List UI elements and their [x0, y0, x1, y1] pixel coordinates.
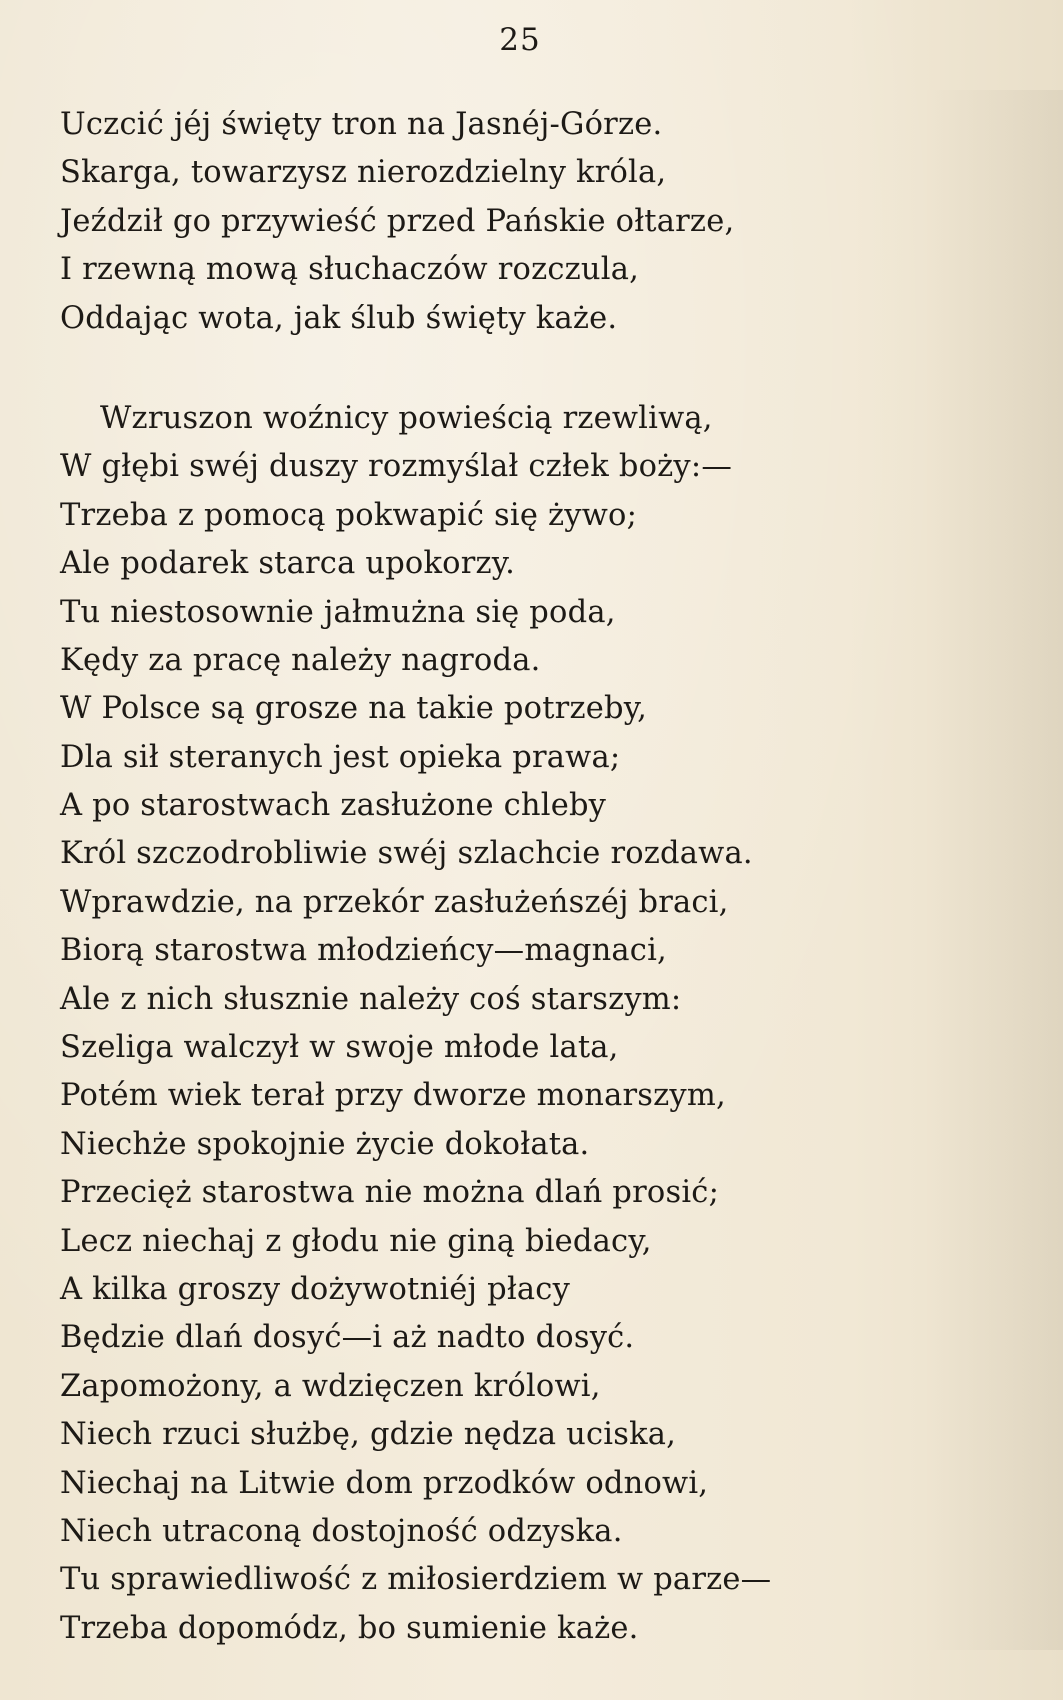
verse-line: Tu sprawiedliwość z miłosierdziem w parze— — [60, 1562, 772, 1598]
verse-line: W głębi swéj duszy rozmyślał człek boży:— — [60, 449, 733, 485]
page-number: 25 — [499, 22, 541, 58]
verse-line: Król szczodrobliwie swéj szlachcie rozdawa. — [60, 836, 753, 872]
verse-line: Trzeba dopomódz, bo sumienie każe. — [60, 1610, 639, 1646]
verse-line: Ale z nich słusznie należy coś starszym: — [60, 981, 682, 1017]
poem-text — [60, 101, 1000, 1653]
verse-line: Jeździł go przywieść przed Pańskie ołtarze, — [60, 203, 735, 239]
verse-line: Przecięż starostwa nie można dlań prosić; — [60, 1175, 720, 1211]
verse-line: Kędy za pracę należy nagroda. — [60, 642, 541, 678]
verse-line: A kilka groszy dożywotniéj płacy — [60, 1271, 571, 1307]
verse-line: Skarga, towarzysz nierozdzielny króla, — [60, 155, 667, 191]
verse-line: Zapomożony, a wdzięczen królowi, — [60, 1368, 601, 1404]
verse-line: Uczcić jéj święty tron na Jasnéj-Górze. — [60, 107, 663, 142]
verse-line: Oddając wota, jak ślub święty każe. — [60, 300, 618, 336]
verse-line: Tu niestosownie jałmużna się poda, — [60, 594, 616, 630]
verse-line: Ale podarek starca upokorzy. — [60, 546, 516, 582]
verse-line: I rzewną mową słuchaczów rozczula, — [60, 252, 639, 288]
verse-line: Niechaj na Litwie dom przodków odnowi, — [60, 1465, 709, 1501]
verse-line: Wprawdzie, na przekór zasłużeńszéj braci, — [60, 884, 729, 920]
verse-line: Niechże spokojnie życie dokołata. — [60, 1126, 590, 1162]
verse-line: A po starostwach zasłużone chleby — [60, 788, 607, 824]
verse-line: Będzie dlań dosyć—i aż nadto dosyć. — [60, 1320, 635, 1356]
verse-line: Niech utraconą dostojność odzyska. — [60, 1513, 623, 1549]
verse-line: Szeliga walczył w swoje młode lata, — [60, 1030, 619, 1066]
verse-line: Wzruszon woźnicy powieścią rzewliwą, — [100, 400, 713, 436]
verse-line: W Polsce są grosze na takie potrzeby, — [60, 691, 647, 727]
verse-line: Biorą starostwa młodzieńcy—magnaci, — [60, 933, 667, 969]
verse-line: Potém wiek terał przy dworze monarszym, — [60, 1078, 726, 1114]
verse-line: Trzeba z pomocą pokwapić się żywo; — [60, 497, 638, 533]
verse-line: Dla sił steranych jest opieka prawa; — [60, 739, 621, 775]
verse-line: Lecz niechaj z głodu nie giną biedacy, — [60, 1223, 652, 1259]
stanza-2 — [60, 395, 1000, 1653]
stanza-1 — [60, 101, 1000, 343]
verse-line: Niech rzuci służbę, gdzie nędza uciska, — [60, 1417, 677, 1453]
